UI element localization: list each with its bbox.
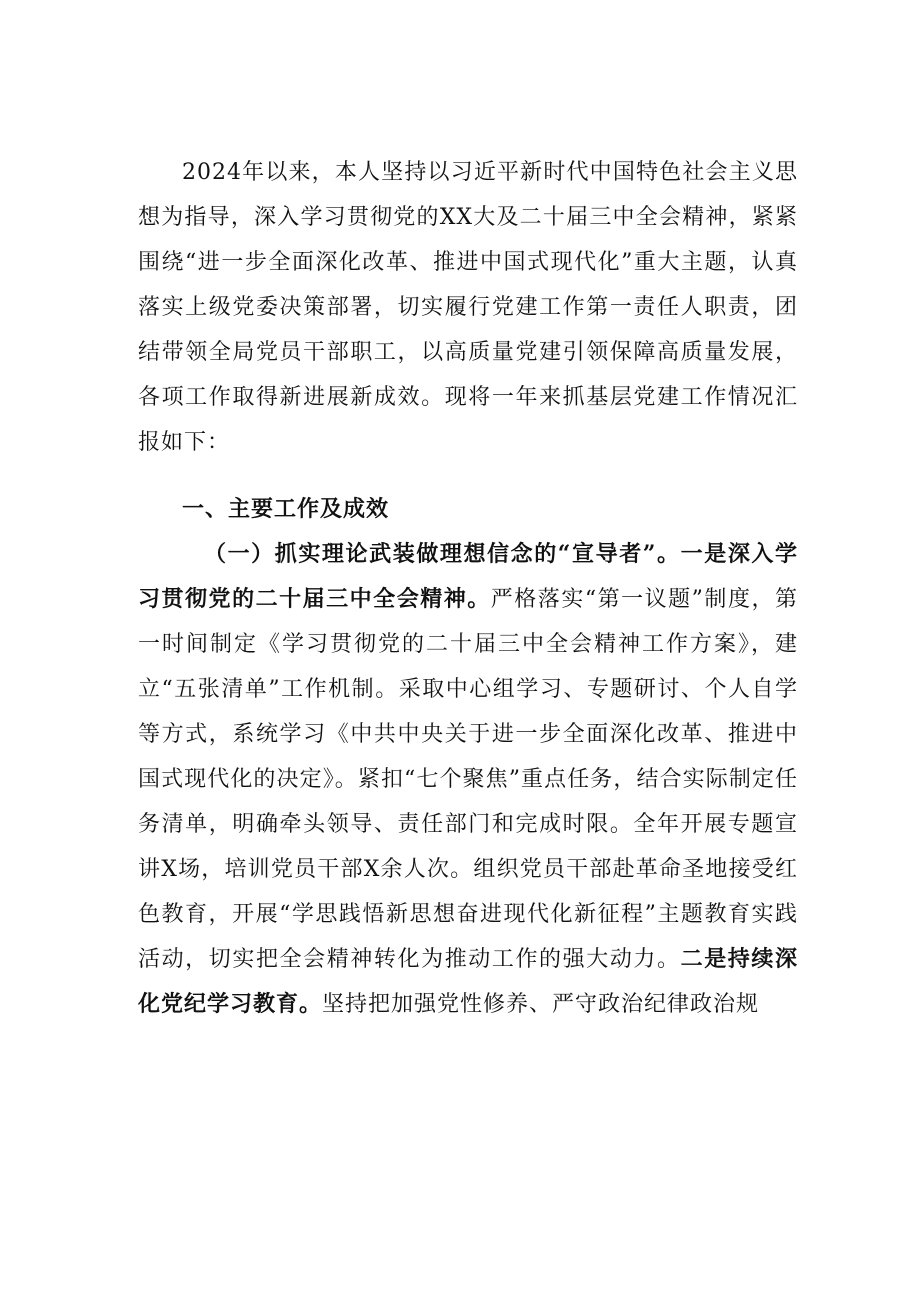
- intro-paragraph: 2024年以来，本人坚持以习近平新时代中国特色社会主义思想为指导，深入学习贯彻党的XX大及二十届三中全会精神，紧紧围绕“进一步全面深化改革、推进中国式现代化”重大主题，认真落实上级党委决策部署，切实履行党建工作第一责任人职责，团结带领全局党员干部职工，以高质量党建引领保障高质量发展，各项工作取得新进展新成效。现将一年来抓基层党建工作情况汇报如下：: [138, 160, 798, 455]
- point1-title: 一是深入学习贯彻党的二十届三中全会精神。: [138, 541, 798, 612]
- point2-body: 坚持把加强党性修养、严守政治纪律政治规: [322, 992, 760, 1017]
- section-heading: 一、主要工作及成效: [182, 496, 390, 522]
- subsection-title: （一）抓实理论武装做理想信念的“宣导者”。: [204, 541, 681, 567]
- point2-title: 二是持续深化党纪学习教育。: [138, 946, 798, 1017]
- subsection-paragraph: [138, 532, 798, 1027]
- document-body: [138, 150, 798, 1027]
- point1-body: 严格落实“第一议题”制度，第一时间制定《学习贯彻党的二十届三中全会精神工作方案》，建立“五张清单”工作机制。采取中心组学习、专题研讨、个人自学等方式，系统学习《中共中央关于进一步全面深化改革、推进中国式现代化的决定》。紧扣“七个聚焦”重点任务，结合实际制定任务清单，明确牵头领导、责任部门和完成时限。全年开展专题宣讲X场，培训党员干部X余人次。组织党员干部赴革命圣地接受红色教育，开展“学思践悟新思想奋进现代化新征程”主题教育实践活动，切实把全会精神转化为推动工作的强大动力。: [138, 587, 798, 972]
